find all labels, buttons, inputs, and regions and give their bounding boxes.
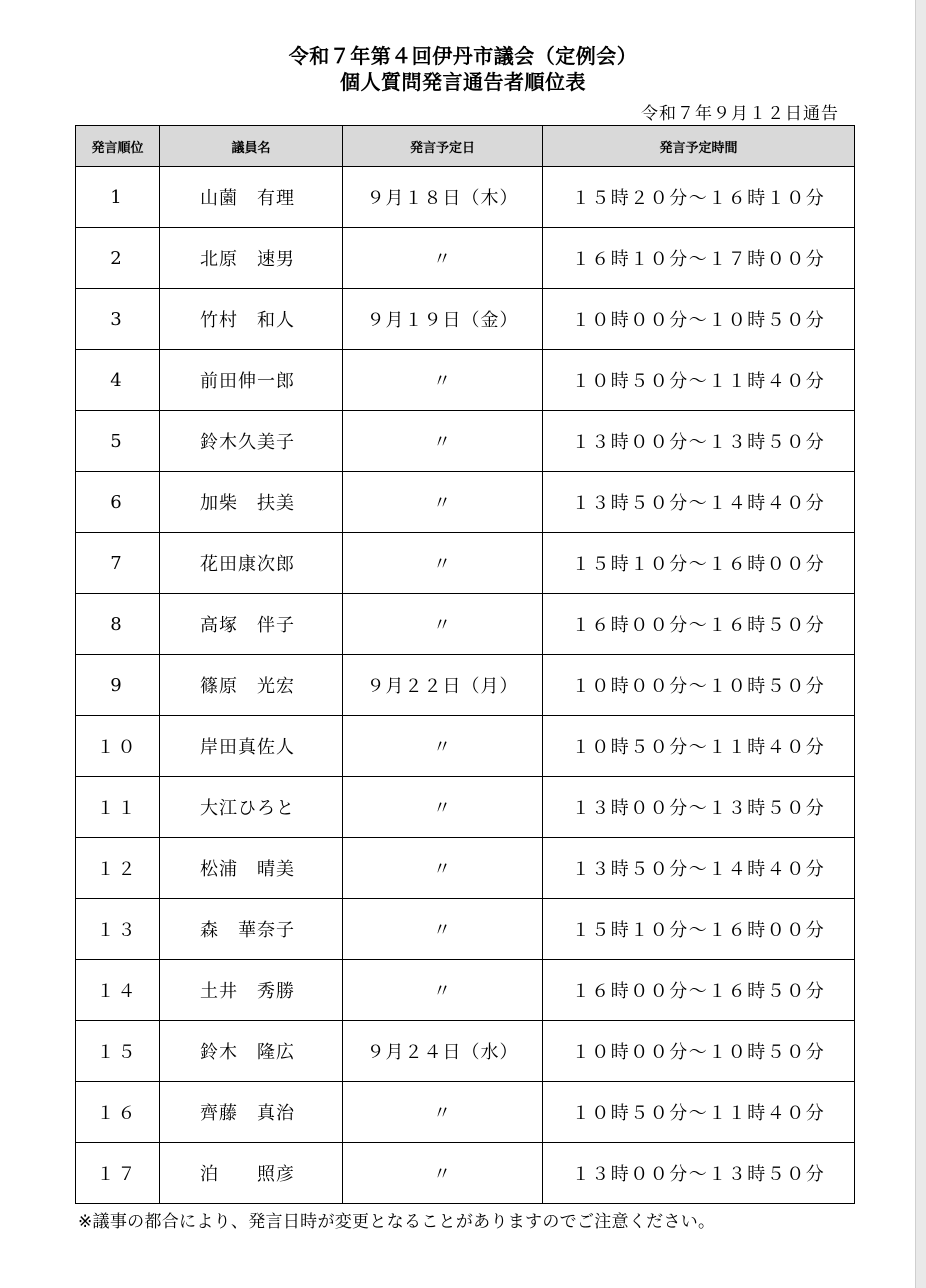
date-cell: 〃 [343, 350, 543, 411]
date-cell: 〃 [343, 533, 543, 594]
member-name-cell: 高塚 伴子 [160, 594, 343, 655]
date-cell: 〃 [343, 1143, 543, 1204]
rank-cell: １５ [76, 1021, 160, 1082]
rank-cell: １０ [76, 716, 160, 777]
member-name-cell: 鈴木 隆広 [160, 1021, 343, 1082]
date-cell: ９月１９日（金） [343, 289, 543, 350]
member-name-cell: 大江ひろと [160, 777, 343, 838]
time-cell: １３時００分～１３時５０分 [543, 1143, 855, 1204]
time-cell: １０時５０分～１１時４０分 [543, 716, 855, 777]
rank-cell: 3 [76, 289, 160, 350]
member-name-cell: 山薗 有理 [160, 167, 343, 228]
footnote: ※議事の都合により、発言日時が変更となることがありますのでご注意ください。 [78, 1212, 716, 1232]
time-cell: １０時５０分～１１時４０分 [543, 350, 855, 411]
rank-cell: 9 [76, 655, 160, 716]
date-cell: 〃 [343, 1082, 543, 1143]
rank-cell: １２ [76, 838, 160, 899]
table-row [76, 167, 855, 228]
table-row [76, 289, 855, 350]
table-row [76, 777, 855, 838]
date-cell: 〃 [343, 594, 543, 655]
table-row [76, 716, 855, 777]
time-cell: １３時００分～１３時５０分 [543, 777, 855, 838]
date-cell: 〃 [343, 411, 543, 472]
date-cell: 〃 [343, 838, 543, 899]
table-row [76, 1143, 855, 1204]
table-row [76, 655, 855, 716]
time-cell: １６時００分～１６時５０分 [543, 594, 855, 655]
table-row [76, 533, 855, 594]
document-title: 令和７年第４回伊丹市議会（定例会） [288, 44, 638, 68]
time-cell: １３時００分～１３時５０分 [543, 411, 855, 472]
member-name-cell: 松浦 晴美 [160, 838, 343, 899]
rank-cell: 5 [76, 411, 160, 472]
date-cell: ９月１８日（木） [343, 167, 543, 228]
member-name-cell: 泊 照彦 [160, 1143, 343, 1204]
table-row [76, 838, 855, 899]
date-cell: 〃 [343, 716, 543, 777]
time-cell: １３時５０分～１４時４０分 [543, 838, 855, 899]
rank-cell: 4 [76, 350, 160, 411]
time-cell: １６時１０分～１７時００分 [543, 228, 855, 289]
rank-cell: １１ [76, 777, 160, 838]
table-row [76, 228, 855, 289]
time-cell: １０時００分～１０時５０分 [543, 655, 855, 716]
table-row [76, 1021, 855, 1082]
time-cell: １３時５０分～１４時４０分 [543, 472, 855, 533]
date-cell: ９月２４日（水） [343, 1021, 543, 1082]
table-row [76, 899, 855, 960]
table-row [76, 411, 855, 472]
member-name-cell: 篠原 光宏 [160, 655, 343, 716]
table-row [76, 1082, 855, 1143]
rank-cell: １６ [76, 1082, 160, 1143]
time-cell: １０時５０分～１１時４０分 [543, 1082, 855, 1143]
header-time: 発言予定時間 [543, 126, 855, 167]
rank-cell: 1 [76, 167, 160, 228]
member-name-cell: 加柴 扶美 [160, 472, 343, 533]
time-cell: １５時２０分～１６時１０分 [543, 167, 855, 228]
rank-cell: 7 [76, 533, 160, 594]
table-row [76, 594, 855, 655]
member-name-cell: 鈴木久美子 [160, 411, 343, 472]
member-name-cell: 前田伸一郎 [160, 350, 343, 411]
date-cell: ９月２２日（月） [343, 655, 543, 716]
member-name-cell: 岸田真佐人 [160, 716, 343, 777]
date-cell: 〃 [343, 228, 543, 289]
date-cell: 〃 [343, 899, 543, 960]
date-cell: 〃 [343, 472, 543, 533]
rank-cell: 6 [76, 472, 160, 533]
member-name-cell: 花田康次郎 [160, 533, 343, 594]
time-cell: １０時００分～１０時５０分 [543, 289, 855, 350]
member-name-cell: 竹村 和人 [160, 289, 343, 350]
time-cell: １０時００分～１０時５０分 [543, 1021, 855, 1082]
rank-cell: １３ [76, 899, 160, 960]
header-rank: 発言順位 [76, 126, 160, 167]
table-row [76, 350, 855, 411]
header-date: 発言予定日 [343, 126, 543, 167]
rank-cell: １４ [76, 960, 160, 1021]
header-name: 議員名 [160, 126, 343, 167]
table-header-row [76, 126, 855, 167]
rank-cell: 2 [76, 228, 160, 289]
date-cell: 〃 [343, 960, 543, 1021]
notice-date: 令和７年９月１２日通告 [641, 104, 839, 124]
document-subtitle: 個人質問発言通告者順位表 [340, 70, 586, 94]
table-row [76, 960, 855, 1021]
time-cell: １５時１０分～１６時００分 [543, 899, 855, 960]
member-name-cell: 北原 速男 [160, 228, 343, 289]
member-name-cell: 齊藤 真治 [160, 1082, 343, 1143]
rank-cell: １７ [76, 1143, 160, 1204]
time-cell: １５時１０分～１６時００分 [543, 533, 855, 594]
member-name-cell: 土井 秀勝 [160, 960, 343, 1021]
date-cell: 〃 [343, 777, 543, 838]
time-cell: １６時００分～１６時５０分 [543, 960, 855, 1021]
speaker-order-table [75, 125, 855, 1204]
table-row [76, 472, 855, 533]
member-name-cell: 森 華奈子 [160, 899, 343, 960]
rank-cell: 8 [76, 594, 160, 655]
